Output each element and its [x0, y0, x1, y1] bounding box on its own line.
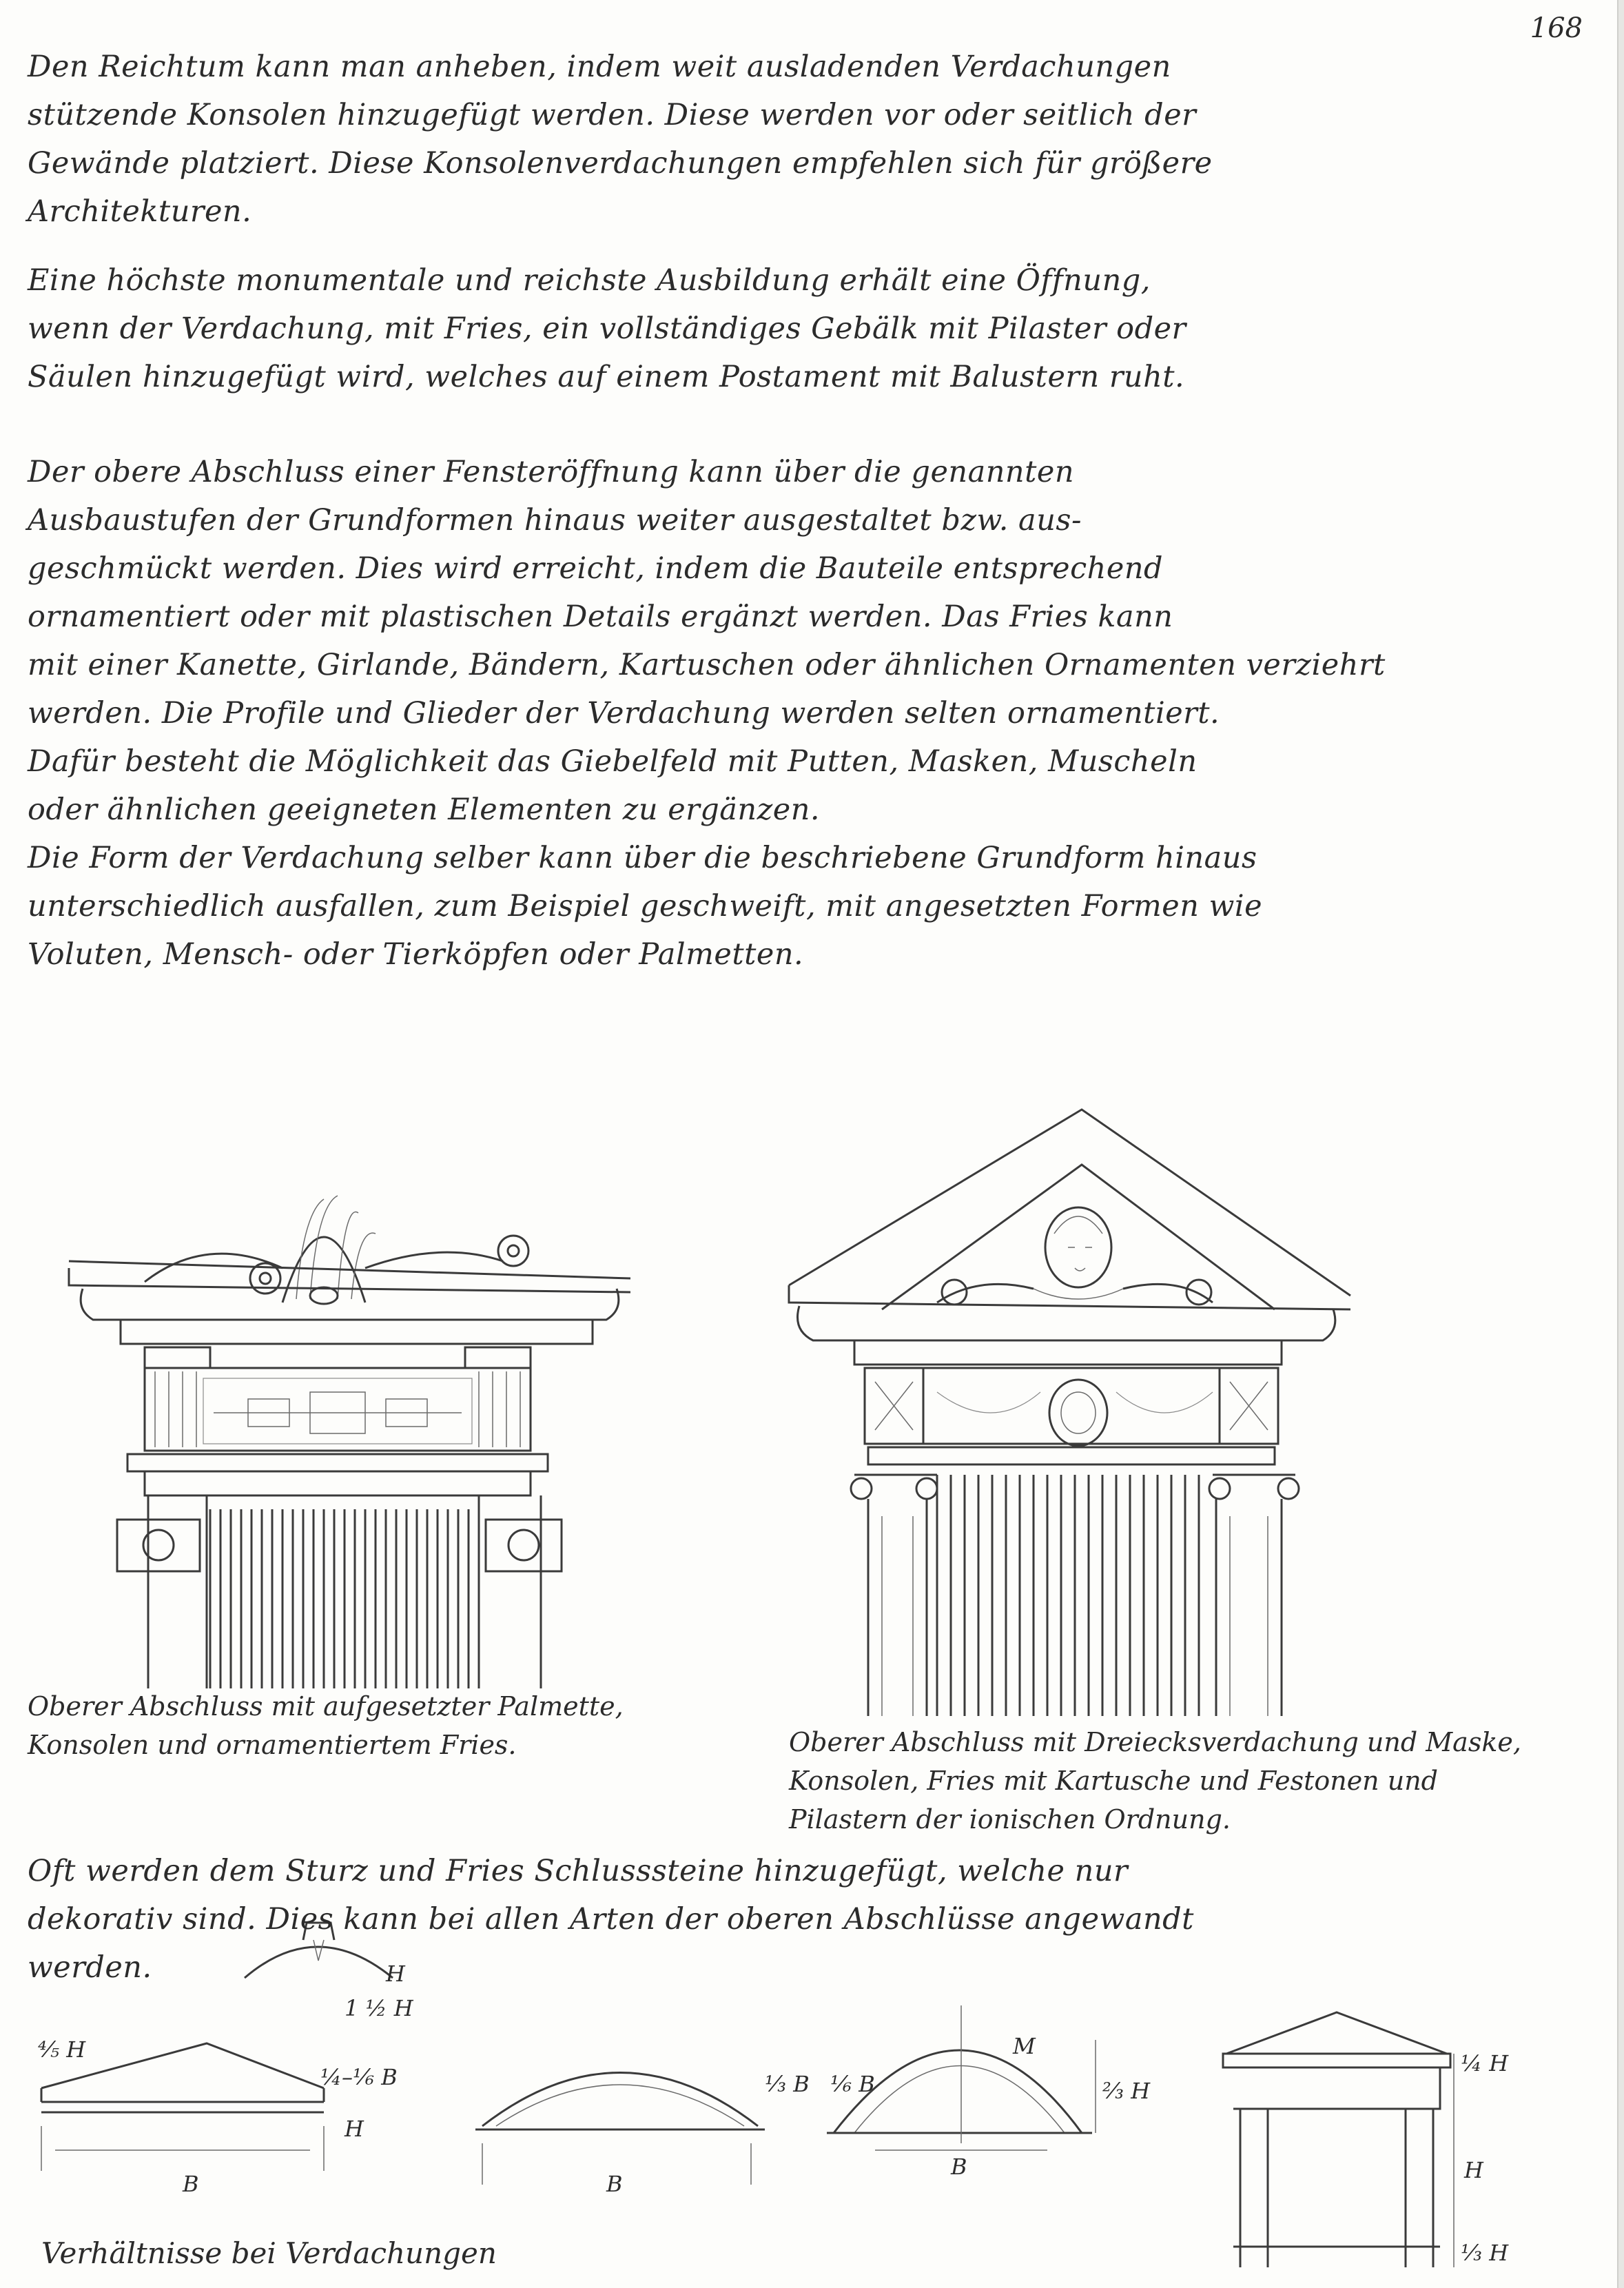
sketch-window-pediment — [789, 1110, 1350, 1716]
text-line: Der obere Abschluss einer Fensteröffnung kann über die genannten — [28, 455, 1075, 489]
text-line: geschmückt werden. Dies wird erreicht, indem die Bauteile entsprechend — [28, 551, 1164, 586]
text-line: Eine höchste monumentale und reichste Ausbildung erhält eine Öffnung, — [28, 263, 1151, 298]
text-line: Den Reichtum kann man anheben, indem weit ausladenden Verdachungen — [28, 50, 1171, 84]
text-line: werden. Die Profile und Glieder der Verdachung werden selten ornamentiert. — [28, 696, 1220, 731]
text-line: Gewände platziert. Diese Konsolenverdachungen empfehlen sich für größere — [28, 146, 1213, 181]
text-line: Architekturen. — [28, 194, 252, 229]
text-line: unterschiedlich ausfallen, zum Beispiel geschweift, mit angesetzten Formen wie — [28, 889, 1263, 923]
label-h-aedicula: H — [1464, 2157, 1483, 2183]
caption-line: Pilastern der ionischen Ordnung. — [789, 1804, 1231, 1835]
label-one-third-h: ⅓ H — [1461, 2240, 1509, 2266]
text-line: Säulen hinzugefügt wird, welches auf einem Postament mit Balustern ruht. — [28, 360, 1185, 394]
label-h-triangular: H — [345, 2116, 364, 2142]
caption-palmette — [28, 1687, 624, 1764]
text-line: stützende Konsolen hinzugefügt werden. Diese werden vor oder seitlich der — [28, 98, 1197, 132]
label-four-fifths-h: ⅘ H — [38, 2036, 86, 2063]
caption-line: Konsolen und ornamentiertem Fries. — [28, 1730, 517, 1760]
label-one-third-b: ⅓ B — [765, 2071, 810, 2097]
diagram-segmental — [475, 2073, 765, 2185]
caption-pediment — [789, 1723, 1521, 1839]
page-number: 168 — [1530, 12, 1583, 44]
text-line: wenn der Verdachung, mit Fries, ein vollständiges Gebälk mit Pilaster oder — [28, 311, 1186, 346]
text-line: Voluten, Mensch- oder Tierköpfen oder Palmetten. — [28, 937, 804, 972]
label-m: M — [1013, 2033, 1036, 2059]
text-line: Ausbaustufen der Grundformen hinaus weiter ausgestaltet bzw. aus- — [28, 503, 1082, 538]
text-line: Die Form der Verdachung selber kann über die beschriebene Grundform hinaus — [28, 841, 1257, 875]
label-h-keystone: H — [386, 1961, 405, 1987]
sketch-window-palmette — [69, 1196, 630, 1688]
text-line: Dafür besteht die Möglichkeit das Giebelfeld mit Putten, Masken, Muscheln — [28, 744, 1198, 779]
label-b-segmental: B — [606, 2171, 623, 2197]
label-b-arched: B — [951, 2154, 967, 2180]
text-line: Oft werden dem Sturz und Fries Schlusssteine hinzugefügt, welche nur — [28, 1854, 1129, 1888]
label-two-thirds-h: ⅔ H — [1102, 2078, 1151, 2104]
text-line: werden. — [28, 1950, 152, 1985]
label-one-and-half-h: 1 ½ H — [345, 1995, 413, 2021]
label-one-sixth-b: ⅙ B — [830, 2071, 875, 2097]
diagram-aedicula — [1223, 2012, 1454, 2267]
label-b-triangular: B — [183, 2171, 199, 2197]
caption-line: Oberer Abschluss mit Dreiecksverdachung und Maske, — [789, 1727, 1521, 1757]
diagram-title: Verhältnisse bei Verdachungen — [41, 2236, 497, 2270]
text-line: oder ähnlichen geeigneten Elementen zu ergänzen. — [28, 793, 821, 827]
caption-line: Oberer Abschluss mit aufgesetzter Palmette, — [28, 1691, 624, 1722]
text-line: dekorativ sind. Dies kann bei allen Arten der oberen Abschlüsse angewandt — [28, 1902, 1194, 1937]
label-quarter-h: ¼ H — [1461, 2050, 1509, 2076]
text-line: mit einer Kanette, Girlande, Bändern, Kartuschen oder ähnlichen Ornamenten verziehrt — [28, 648, 1386, 682]
label-fraction-b: ¼–⅙ B — [320, 2064, 398, 2090]
text-line: ornamentiert oder mit plastischen Details ergänzt werden. Das Fries kann — [28, 600, 1173, 634]
paragraph-keystones — [28, 1847, 1564, 1992]
caption-line: Konsolen, Fries mit Kartusche und Festonen und — [789, 1766, 1439, 1796]
